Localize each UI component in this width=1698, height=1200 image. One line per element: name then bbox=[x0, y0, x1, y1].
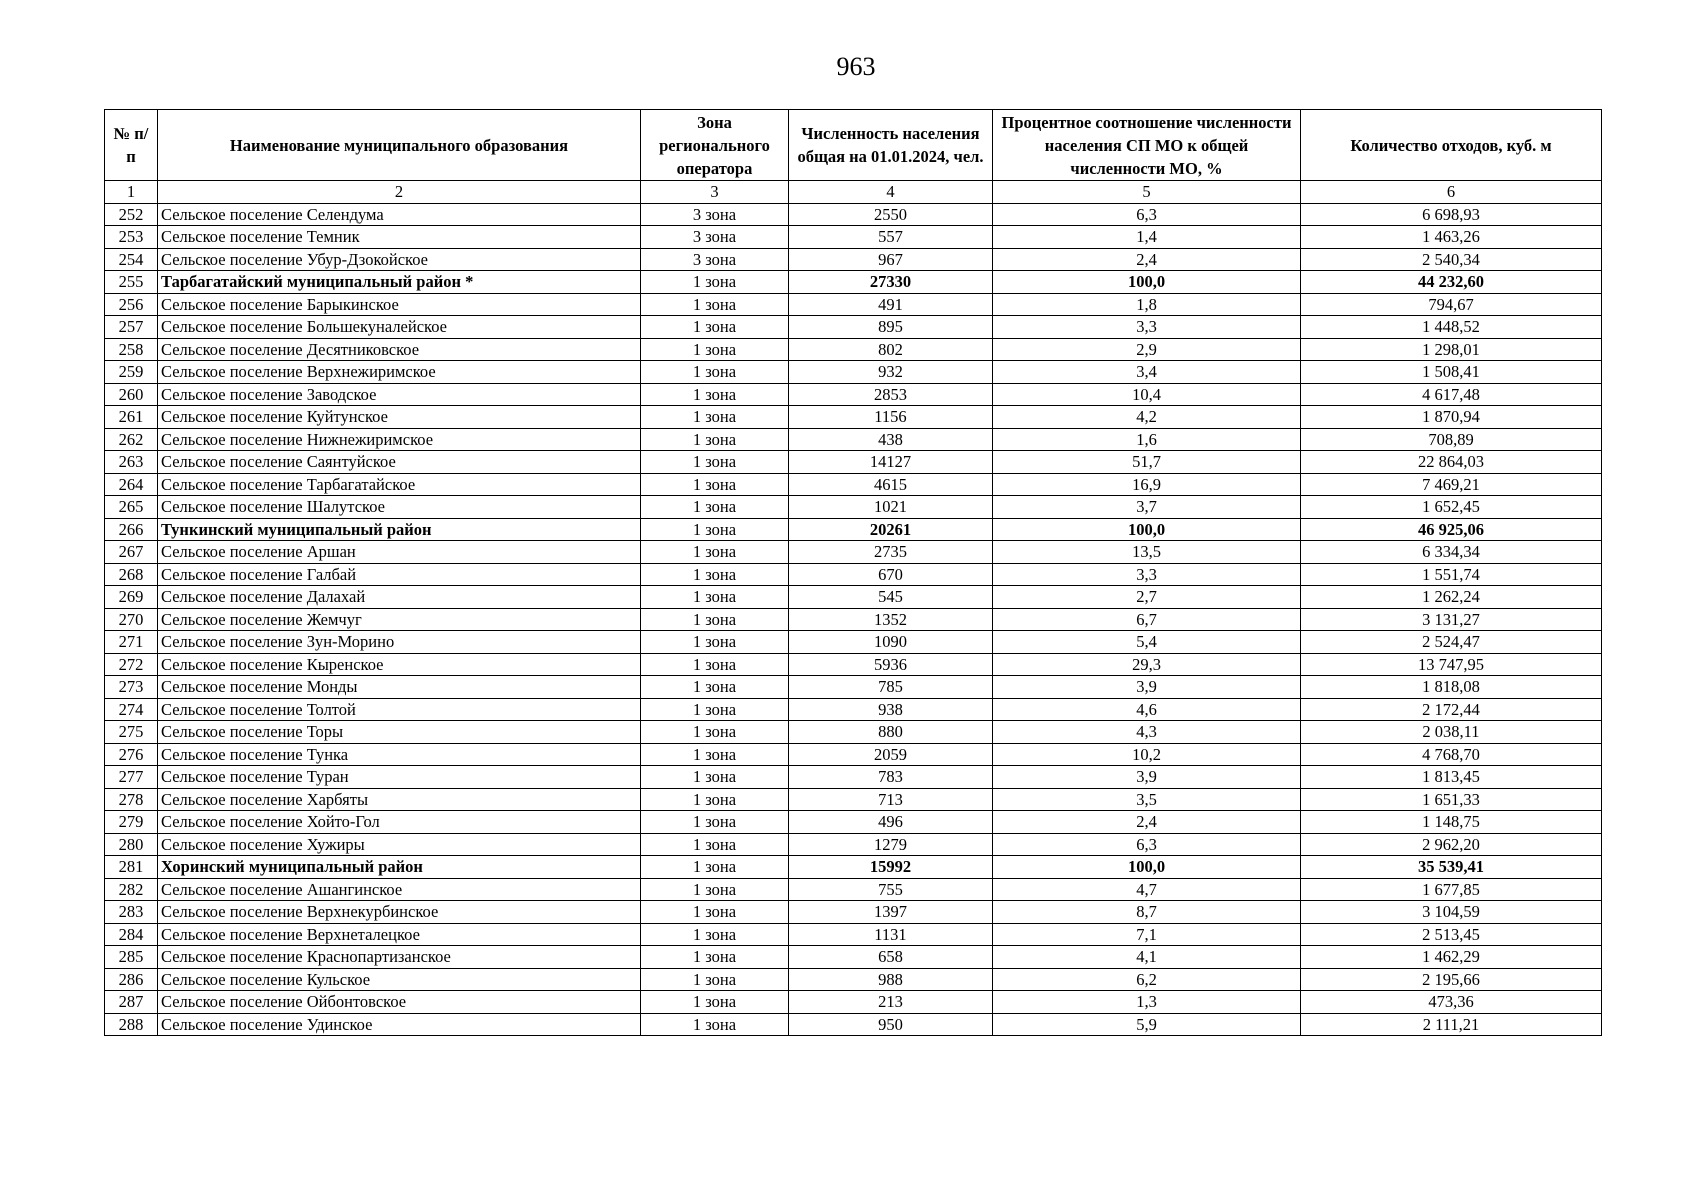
waste-volume: 2 038,11 bbox=[1301, 721, 1602, 744]
header-zone: Зона регионального оператора bbox=[641, 110, 789, 181]
operator-zone: 1 зона bbox=[641, 473, 789, 496]
municipality-name: Сельское поселение Убур-Дзокойское bbox=[158, 248, 641, 271]
row-number: 274 bbox=[105, 698, 158, 721]
waste-volume: 1 818,08 bbox=[1301, 676, 1602, 699]
header-name: Наименование муниципального образования bbox=[158, 110, 641, 181]
municipality-name: Сельское поселение Заводское bbox=[158, 383, 641, 406]
operator-zone: 1 зона bbox=[641, 743, 789, 766]
row-number: 271 bbox=[105, 631, 158, 654]
row-number: 256 bbox=[105, 293, 158, 316]
operator-zone: 1 зона bbox=[641, 878, 789, 901]
table-row bbox=[105, 406, 1602, 429]
row-number: 287 bbox=[105, 991, 158, 1014]
percent-value: 13,5 bbox=[993, 541, 1301, 564]
column-number: 5 bbox=[993, 181, 1301, 204]
waste-volume: 2 524,47 bbox=[1301, 631, 1602, 654]
header-percent: Процентное соотношение численности населения СП МО к общей численности МО, % bbox=[993, 110, 1301, 181]
row-number: 275 bbox=[105, 721, 158, 744]
operator-zone: 1 зона bbox=[641, 766, 789, 789]
waste-volume: 473,36 bbox=[1301, 991, 1602, 1014]
waste-volume: 2 111,21 bbox=[1301, 1013, 1602, 1036]
row-number: 278 bbox=[105, 788, 158, 811]
column-number: 3 bbox=[641, 181, 789, 204]
percent-value: 10,4 bbox=[993, 383, 1301, 406]
row-number: 261 bbox=[105, 406, 158, 429]
population-value: 670 bbox=[789, 563, 993, 586]
percent-value: 1,6 bbox=[993, 428, 1301, 451]
row-number: 258 bbox=[105, 338, 158, 361]
waste-volume: 1 813,45 bbox=[1301, 766, 1602, 789]
table-row bbox=[105, 586, 1602, 609]
row-number: 264 bbox=[105, 473, 158, 496]
municipality-name: Сельское поселение Верхнежиримское bbox=[158, 361, 641, 384]
municipality-name: Сельское поселение Удинское bbox=[158, 1013, 641, 1036]
row-number: 269 bbox=[105, 586, 158, 609]
municipality-name: Хоринский муниципальный район bbox=[158, 856, 641, 879]
waste-volume: 35 539,41 bbox=[1301, 856, 1602, 879]
population-value: 880 bbox=[789, 721, 993, 744]
table-row bbox=[105, 473, 1602, 496]
table-row bbox=[105, 518, 1602, 541]
operator-zone: 1 зона bbox=[641, 901, 789, 924]
percent-value: 3,3 bbox=[993, 563, 1301, 586]
row-number: 260 bbox=[105, 383, 158, 406]
population-value: 755 bbox=[789, 878, 993, 901]
waste-volume: 1 652,45 bbox=[1301, 496, 1602, 519]
municipality-name: Сельское поселение Верхнеталецкое bbox=[158, 923, 641, 946]
population-value: 213 bbox=[789, 991, 993, 1014]
header-row bbox=[105, 110, 1602, 181]
percent-value: 4,7 bbox=[993, 878, 1301, 901]
percent-value: 5,4 bbox=[993, 631, 1301, 654]
waste-volume: 22 864,03 bbox=[1301, 451, 1602, 474]
operator-zone: 3 зона bbox=[641, 248, 789, 271]
row-number: 254 bbox=[105, 248, 158, 271]
row-number: 257 bbox=[105, 316, 158, 339]
waste-volume: 1 298,01 bbox=[1301, 338, 1602, 361]
operator-zone: 1 зона bbox=[641, 496, 789, 519]
population-value: 1090 bbox=[789, 631, 993, 654]
population-value: 15992 bbox=[789, 856, 993, 879]
table-row bbox=[105, 226, 1602, 249]
operator-zone: 1 зона bbox=[641, 608, 789, 631]
municipality-name: Сельское поселение Ашангинское bbox=[158, 878, 641, 901]
table-row bbox=[105, 631, 1602, 654]
percent-value: 3,9 bbox=[993, 766, 1301, 789]
column-number: 4 bbox=[789, 181, 993, 204]
operator-zone: 1 зона bbox=[641, 541, 789, 564]
table-row bbox=[105, 653, 1602, 676]
population-value: 932 bbox=[789, 361, 993, 384]
row-number: 272 bbox=[105, 653, 158, 676]
percent-value: 3,4 bbox=[993, 361, 1301, 384]
waste-volume: 1 262,24 bbox=[1301, 586, 1602, 609]
row-number: 280 bbox=[105, 833, 158, 856]
table-row bbox=[105, 856, 1602, 879]
municipality-name: Сельское поселение Хужиры bbox=[158, 833, 641, 856]
waste-volume: 2 540,34 bbox=[1301, 248, 1602, 271]
municipality-name: Сельское поселение Жемчуг bbox=[158, 608, 641, 631]
population-value: 802 bbox=[789, 338, 993, 361]
municipality-name: Сельское поселение Верхнекурбинское bbox=[158, 901, 641, 924]
table-row bbox=[105, 383, 1602, 406]
percent-value: 1,4 bbox=[993, 226, 1301, 249]
page-number: 963 bbox=[836, 52, 876, 81]
percent-value: 6,3 bbox=[993, 833, 1301, 856]
operator-zone: 1 зона bbox=[641, 653, 789, 676]
row-number: 270 bbox=[105, 608, 158, 631]
operator-zone: 1 зона bbox=[641, 676, 789, 699]
municipality-name: Сельское поселение Саянтуйское bbox=[158, 451, 641, 474]
population-value: 1397 bbox=[789, 901, 993, 924]
percent-value: 4,1 bbox=[993, 946, 1301, 969]
waste-volume: 4 768,70 bbox=[1301, 743, 1602, 766]
waste-volume: 1 448,52 bbox=[1301, 316, 1602, 339]
percent-value: 2,4 bbox=[993, 811, 1301, 834]
table-row bbox=[105, 361, 1602, 384]
percent-value: 1,3 bbox=[993, 991, 1301, 1014]
column-number-row bbox=[105, 181, 1602, 204]
municipality-name: Сельское поселение Тарбагатайское bbox=[158, 473, 641, 496]
waste-volume: 1 463,26 bbox=[1301, 226, 1602, 249]
waste-volume: 4 617,48 bbox=[1301, 383, 1602, 406]
waste-volume: 2 195,66 bbox=[1301, 968, 1602, 991]
table-row bbox=[105, 766, 1602, 789]
table-row bbox=[105, 721, 1602, 744]
population-value: 438 bbox=[789, 428, 993, 451]
percent-value: 100,0 bbox=[993, 856, 1301, 879]
waste-volume: 794,67 bbox=[1301, 293, 1602, 316]
table-row bbox=[105, 833, 1602, 856]
table-row bbox=[105, 698, 1602, 721]
municipality-name: Тарбагатайский муниципальный район * bbox=[158, 271, 641, 294]
percent-value: 3,5 bbox=[993, 788, 1301, 811]
municipality-name: Сельское поселение Тунка bbox=[158, 743, 641, 766]
waste-volume: 13 747,95 bbox=[1301, 653, 1602, 676]
percent-value: 29,3 bbox=[993, 653, 1301, 676]
population-value: 2735 bbox=[789, 541, 993, 564]
municipality-name: Сельское поселение Монды bbox=[158, 676, 641, 699]
row-number: 277 bbox=[105, 766, 158, 789]
waste-volume: 1 462,29 bbox=[1301, 946, 1602, 969]
waste-volume: 2 513,45 bbox=[1301, 923, 1602, 946]
header-population: Численность населения общая на 01.01.2024, чел. bbox=[789, 110, 993, 181]
row-number: 288 bbox=[105, 1013, 158, 1036]
percent-value: 6,7 bbox=[993, 608, 1301, 631]
municipality-name: Сельское поселение Кульское bbox=[158, 968, 641, 991]
table-row bbox=[105, 293, 1602, 316]
municipality-name: Сельское поселение Селендума bbox=[158, 203, 641, 226]
table-row bbox=[105, 428, 1602, 451]
population-value: 2059 bbox=[789, 743, 993, 766]
municipality-name: Сельское поселение Темник bbox=[158, 226, 641, 249]
header-waste: Количество отходов, куб. м bbox=[1301, 110, 1602, 181]
population-value: 496 bbox=[789, 811, 993, 834]
table-row bbox=[105, 676, 1602, 699]
percent-value: 100,0 bbox=[993, 271, 1301, 294]
row-number: 263 bbox=[105, 451, 158, 474]
population-value: 2853 bbox=[789, 383, 993, 406]
population-value: 1021 bbox=[789, 496, 993, 519]
population-value: 967 bbox=[789, 248, 993, 271]
municipality-name: Сельское поселение Барыкинское bbox=[158, 293, 641, 316]
column-number: 1 bbox=[105, 181, 158, 204]
operator-zone: 1 зона bbox=[641, 406, 789, 429]
row-number: 262 bbox=[105, 428, 158, 451]
waste-volume: 3 131,27 bbox=[1301, 608, 1602, 631]
population-value: 2550 bbox=[789, 203, 993, 226]
row-number: 253 bbox=[105, 226, 158, 249]
municipality-name: Сельское поселение Зун-Морино bbox=[158, 631, 641, 654]
percent-value: 4,6 bbox=[993, 698, 1301, 721]
table-row bbox=[105, 541, 1602, 564]
operator-zone: 1 зона bbox=[641, 968, 789, 991]
row-number: 281 bbox=[105, 856, 158, 879]
population-value: 20261 bbox=[789, 518, 993, 541]
percent-value: 2,4 bbox=[993, 248, 1301, 271]
percent-value: 7,1 bbox=[993, 923, 1301, 946]
table-row bbox=[105, 923, 1602, 946]
operator-zone: 1 зона bbox=[641, 428, 789, 451]
operator-zone: 1 зона bbox=[641, 383, 789, 406]
municipality-name: Сельское поселение Харбяты bbox=[158, 788, 641, 811]
operator-zone: 1 зона bbox=[641, 698, 789, 721]
table-row bbox=[105, 788, 1602, 811]
percent-value: 1,8 bbox=[993, 293, 1301, 316]
waste-volume: 2 962,20 bbox=[1301, 833, 1602, 856]
waste-volume: 1 870,94 bbox=[1301, 406, 1602, 429]
table-row bbox=[105, 451, 1602, 474]
percent-value: 6,2 bbox=[993, 968, 1301, 991]
percent-value: 100,0 bbox=[993, 518, 1301, 541]
percent-value: 3,9 bbox=[993, 676, 1301, 699]
waste-volume: 1 551,74 bbox=[1301, 563, 1602, 586]
municipality-name: Сельское поселение Аршан bbox=[158, 541, 641, 564]
operator-zone: 1 зона bbox=[641, 316, 789, 339]
table-row bbox=[105, 338, 1602, 361]
municipality-name: Сельское поселение Галбай bbox=[158, 563, 641, 586]
operator-zone: 3 зона bbox=[641, 203, 789, 226]
row-number: 268 bbox=[105, 563, 158, 586]
table-row bbox=[105, 878, 1602, 901]
municipality-name: Сельское поселение Далахай bbox=[158, 586, 641, 609]
header-num: № п/п bbox=[105, 110, 158, 181]
population-value: 785 bbox=[789, 676, 993, 699]
population-value: 658 bbox=[789, 946, 993, 969]
municipality-name: Сельское поселение Шалутское bbox=[158, 496, 641, 519]
population-value: 713 bbox=[789, 788, 993, 811]
population-value: 491 bbox=[789, 293, 993, 316]
population-value: 1156 bbox=[789, 406, 993, 429]
municipality-name: Тункинский муниципальный район bbox=[158, 518, 641, 541]
operator-zone: 1 зона bbox=[641, 721, 789, 744]
operator-zone: 1 зона bbox=[641, 271, 789, 294]
table-row bbox=[105, 946, 1602, 969]
percent-value: 10,2 bbox=[993, 743, 1301, 766]
table-row bbox=[105, 901, 1602, 924]
row-number: 286 bbox=[105, 968, 158, 991]
column-number: 2 bbox=[158, 181, 641, 204]
percent-value: 5,9 bbox=[993, 1013, 1301, 1036]
table-row bbox=[105, 563, 1602, 586]
row-number: 279 bbox=[105, 811, 158, 834]
percent-value: 4,2 bbox=[993, 406, 1301, 429]
municipality-name: Сельское поселение Туран bbox=[158, 766, 641, 789]
population-value: 950 bbox=[789, 1013, 993, 1036]
municipality-name: Сельское поселение Торы bbox=[158, 721, 641, 744]
waste-volume: 1 677,85 bbox=[1301, 878, 1602, 901]
row-number: 283 bbox=[105, 901, 158, 924]
waste-volume: 1 508,41 bbox=[1301, 361, 1602, 384]
operator-zone: 1 зона bbox=[641, 361, 789, 384]
row-number: 273 bbox=[105, 676, 158, 699]
table-row bbox=[105, 608, 1602, 631]
operator-zone: 1 зона bbox=[641, 923, 789, 946]
row-number: 259 bbox=[105, 361, 158, 384]
table-row bbox=[105, 991, 1602, 1014]
municipality-name: Сельское поселение Кыренское bbox=[158, 653, 641, 676]
operator-zone: 1 зона bbox=[641, 946, 789, 969]
waste-volume: 1 651,33 bbox=[1301, 788, 1602, 811]
row-number: 284 bbox=[105, 923, 158, 946]
waste-volume: 6 334,34 bbox=[1301, 541, 1602, 564]
row-number: 255 bbox=[105, 271, 158, 294]
waste-volume: 46 925,06 bbox=[1301, 518, 1602, 541]
percent-value: 6,3 bbox=[993, 203, 1301, 226]
table-row bbox=[105, 743, 1602, 766]
row-number: 252 bbox=[105, 203, 158, 226]
operator-zone: 1 зона bbox=[641, 518, 789, 541]
waste-volume: 7 469,21 bbox=[1301, 473, 1602, 496]
row-number: 282 bbox=[105, 878, 158, 901]
population-value: 5936 bbox=[789, 653, 993, 676]
table-row bbox=[105, 811, 1602, 834]
operator-zone: 1 зона bbox=[641, 1013, 789, 1036]
percent-value: 8,7 bbox=[993, 901, 1301, 924]
operator-zone: 1 зона bbox=[641, 451, 789, 474]
population-value: 4615 bbox=[789, 473, 993, 496]
operator-zone: 1 зона bbox=[641, 991, 789, 1014]
population-value: 27330 bbox=[789, 271, 993, 294]
table-row bbox=[105, 248, 1602, 271]
municipality-name: Сельское поселение Хойто-Гол bbox=[158, 811, 641, 834]
population-value: 938 bbox=[789, 698, 993, 721]
percent-value: 4,3 bbox=[993, 721, 1301, 744]
waste-volume: 44 232,60 bbox=[1301, 271, 1602, 294]
percent-value: 3,7 bbox=[993, 496, 1301, 519]
waste-volume: 6 698,93 bbox=[1301, 203, 1602, 226]
row-number: 267 bbox=[105, 541, 158, 564]
waste-volume: 2 172,44 bbox=[1301, 698, 1602, 721]
row-number: 285 bbox=[105, 946, 158, 969]
table-row bbox=[105, 271, 1602, 294]
table-row bbox=[105, 1013, 1602, 1036]
operator-zone: 1 зона bbox=[641, 293, 789, 316]
municipality-name: Сельское поселение Нижнежиримское bbox=[158, 428, 641, 451]
municipality-name: Сельское поселение Куйтунское bbox=[158, 406, 641, 429]
percent-value: 2,7 bbox=[993, 586, 1301, 609]
waste-volume: 1 148,75 bbox=[1301, 811, 1602, 834]
population-value: 557 bbox=[789, 226, 993, 249]
population-value: 14127 bbox=[789, 451, 993, 474]
population-value: 988 bbox=[789, 968, 993, 991]
operator-zone: 3 зона bbox=[641, 226, 789, 249]
table-row bbox=[105, 203, 1602, 226]
percent-value: 51,7 bbox=[993, 451, 1301, 474]
municipality-name: Сельское поселение Ойбонтовское bbox=[158, 991, 641, 1014]
population-value: 783 bbox=[789, 766, 993, 789]
population-value: 895 bbox=[789, 316, 993, 339]
table-row bbox=[105, 496, 1602, 519]
operator-zone: 1 зона bbox=[641, 788, 789, 811]
municipality-name: Сельское поселение Большекуналейское bbox=[158, 316, 641, 339]
row-number: 266 bbox=[105, 518, 158, 541]
operator-zone: 1 зона bbox=[641, 811, 789, 834]
operator-zone: 1 зона bbox=[641, 563, 789, 586]
percent-value: 3,3 bbox=[993, 316, 1301, 339]
municipality-name: Сельское поселение Краснопартизанское bbox=[158, 946, 641, 969]
operator-zone: 1 зона bbox=[641, 856, 789, 879]
percent-value: 2,9 bbox=[993, 338, 1301, 361]
waste-volume: 3 104,59 bbox=[1301, 901, 1602, 924]
population-value: 1352 bbox=[789, 608, 993, 631]
waste-volume: 708,89 bbox=[1301, 428, 1602, 451]
percent-value: 16,9 bbox=[993, 473, 1301, 496]
municipality-name: Сельское поселение Толтой bbox=[158, 698, 641, 721]
column-number: 6 bbox=[1301, 181, 1602, 204]
row-number: 265 bbox=[105, 496, 158, 519]
operator-zone: 1 зона bbox=[641, 833, 789, 856]
population-value: 1131 bbox=[789, 923, 993, 946]
table-row bbox=[105, 316, 1602, 339]
data-table bbox=[104, 109, 1602, 1036]
municipality-name: Сельское поселение Десятниковское bbox=[158, 338, 641, 361]
table-row bbox=[105, 968, 1602, 991]
population-value: 1279 bbox=[789, 833, 993, 856]
operator-zone: 1 зона bbox=[641, 338, 789, 361]
population-value: 545 bbox=[789, 586, 993, 609]
row-number: 276 bbox=[105, 743, 158, 766]
operator-zone: 1 зона bbox=[641, 586, 789, 609]
operator-zone: 1 зона bbox=[641, 631, 789, 654]
